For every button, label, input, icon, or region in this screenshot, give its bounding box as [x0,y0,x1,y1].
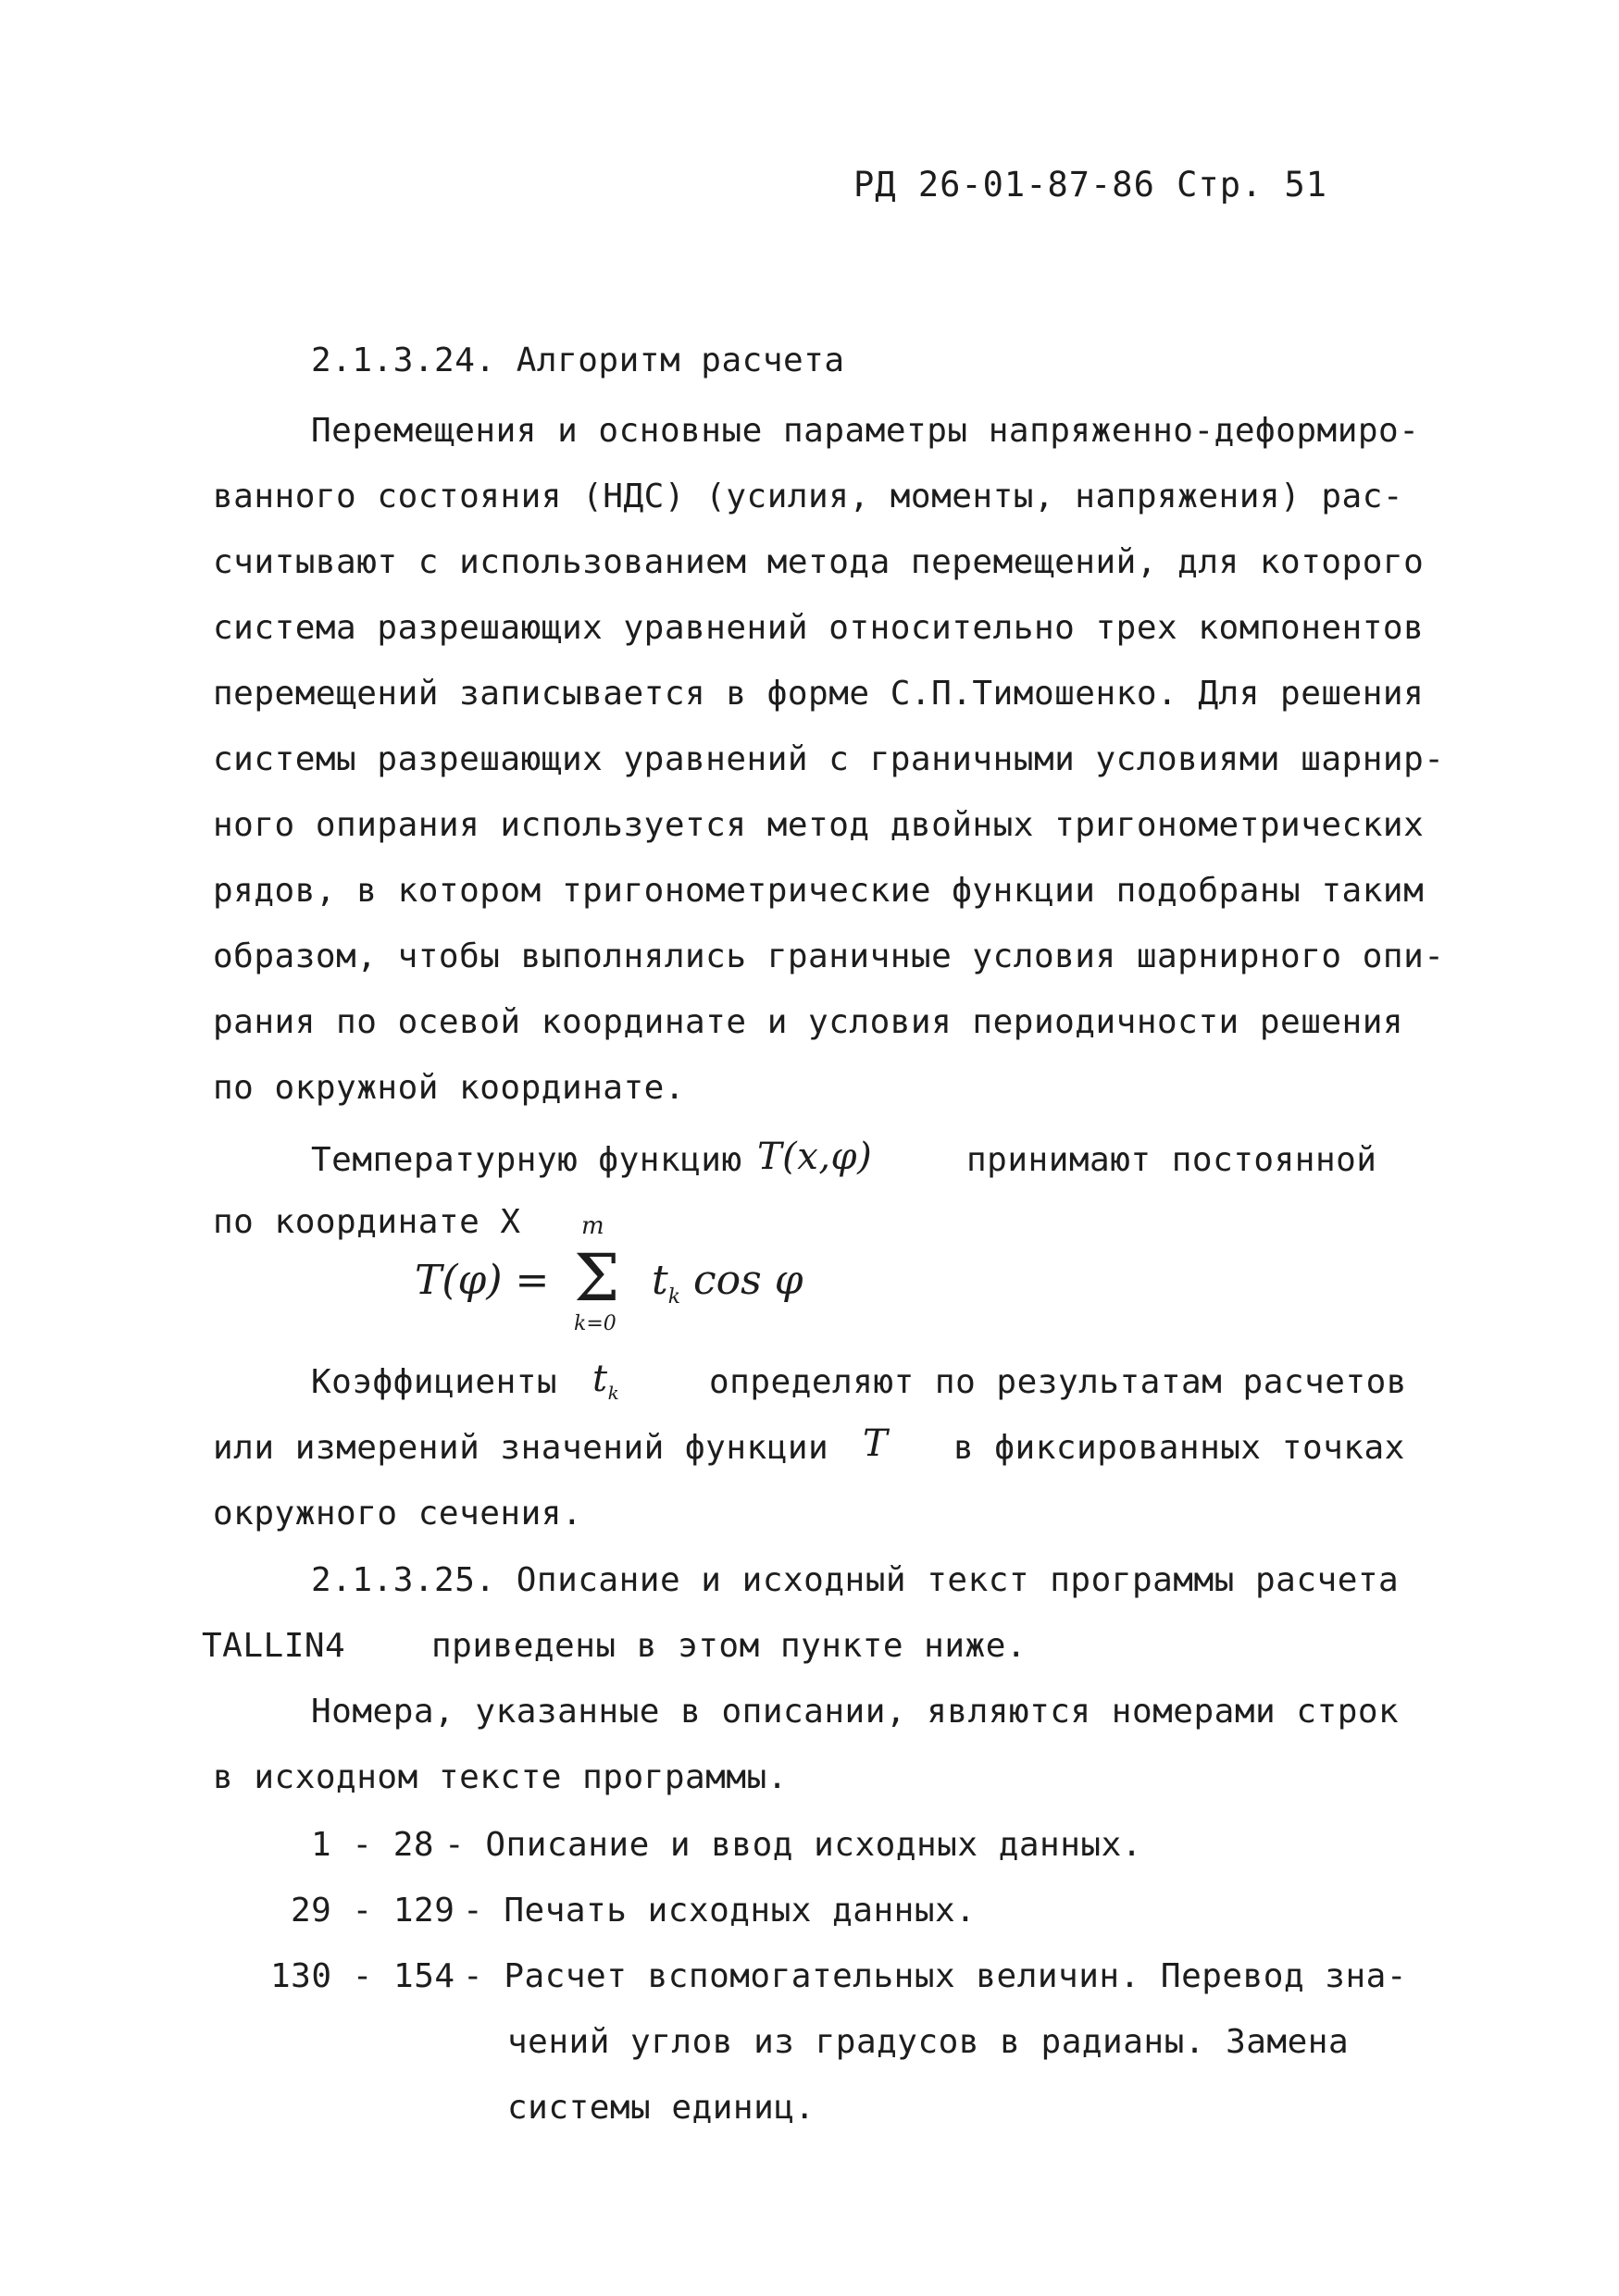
section-2-line-2: приведены в этом пункте ниже. [431,1627,1027,1665]
formula-rhs [652,1257,803,1309]
coefficient-symbol-subscript: k [607,1382,620,1404]
formula-sum-sign: Σ [574,1240,620,1316]
temperature-line-start: Температурную функцию [311,1141,742,1179]
coefficient-symbol [592,1360,619,1402]
temperature-line-2: по координате X [213,1203,521,1241]
item-range: 29 - 129 [291,1892,455,1930]
item-continuation-line: чений углов из градусов в радианы. Замена [507,2023,1350,2061]
page-header: РД 26-01-87-86 Стр. 51 [853,165,1328,205]
item-text: - Описание и ввод исходных данных. [444,1826,1142,1864]
numbering-line-2: в исходном тексте программы. [213,1758,788,1796]
temperature-formula [415,1212,896,1333]
coefficients-line-2-start: или измерений значений функции [213,1429,829,1467]
paragraph-line: системы разрешающих уравнений с граничными условиями шарнир- [213,740,1445,778]
paragraph-line: образом, чтобы выполнялись граничные условия шарнирного опи- [213,937,1445,975]
item-continuation-line: системы единиц. [507,2089,816,2127]
function-symbol: T [863,1422,889,1465]
item-text: - Печать исходных данных. [463,1892,977,1930]
numbering-line-1: Номера, указанные в описании, являются номерами строк [311,1693,1400,1731]
formula-sum-upper-limit: m [581,1212,604,1240]
paragraph-line: Перемещения и основные параметры напряженно-деформиро- [311,412,1420,450]
formula-sum-lower-limit: k=0 [574,1312,616,1335]
coefficients-line-2-end: в фиксированных точках [953,1429,1405,1467]
paragraph-line: перемещений записывается в форме С.П.Тимошенко. Для решения [213,675,1425,713]
paragraph-line: рания по осевой координате и условия периодичности решения [213,1003,1404,1041]
paragraph-line: рядов, в котором тригонометрические функции подобраны таким [213,872,1425,910]
coefficient-symbol-letter: t [592,1358,608,1400]
paragraph-line: ного опирания используется метод двойных тригонометрических [213,806,1425,844]
item-range: 1 - 28 [311,1826,435,1864]
program-name: TALLIN4 [202,1627,346,1665]
formula-lhs: T(φ) = [415,1257,550,1304]
coefficients-line-start: Коэффициенты [311,1363,558,1401]
formula-t-subscript: k [667,1285,681,1309]
paragraph-line: по окружной координате. [213,1069,685,1107]
temperature-line-end: принимают постоянной [966,1141,1377,1179]
formula-t: t [652,1257,668,1304]
paragraph-line: система разрешающих уравнений относительно трех компонентов [213,609,1425,647]
paragraph-line: ванного состояния (НДС) (усилия, моменты, напряжения) рас- [213,478,1404,515]
coefficients-line-end: определяют по результатам расчетов [709,1363,1407,1401]
item-text: - Расчет вспомогательных величин. Перевод зна- [463,1957,1407,1995]
item-range: 130 - 154 [270,1957,455,1995]
temperature-function-symbol: T(x,φ) [757,1136,873,1178]
section-heading: 2.1.3.24. Алгоритм расчета [311,341,845,379]
paragraph-line: считывают с использованием метода перемещений, для которого [213,543,1425,581]
coefficients-line-3: окружного сечения. [213,1495,583,1533]
section-2-line-1: 2.1.3.25. Описание и исходный текст программы расчета [311,1561,1400,1599]
formula-cos: cos φ [693,1257,803,1304]
